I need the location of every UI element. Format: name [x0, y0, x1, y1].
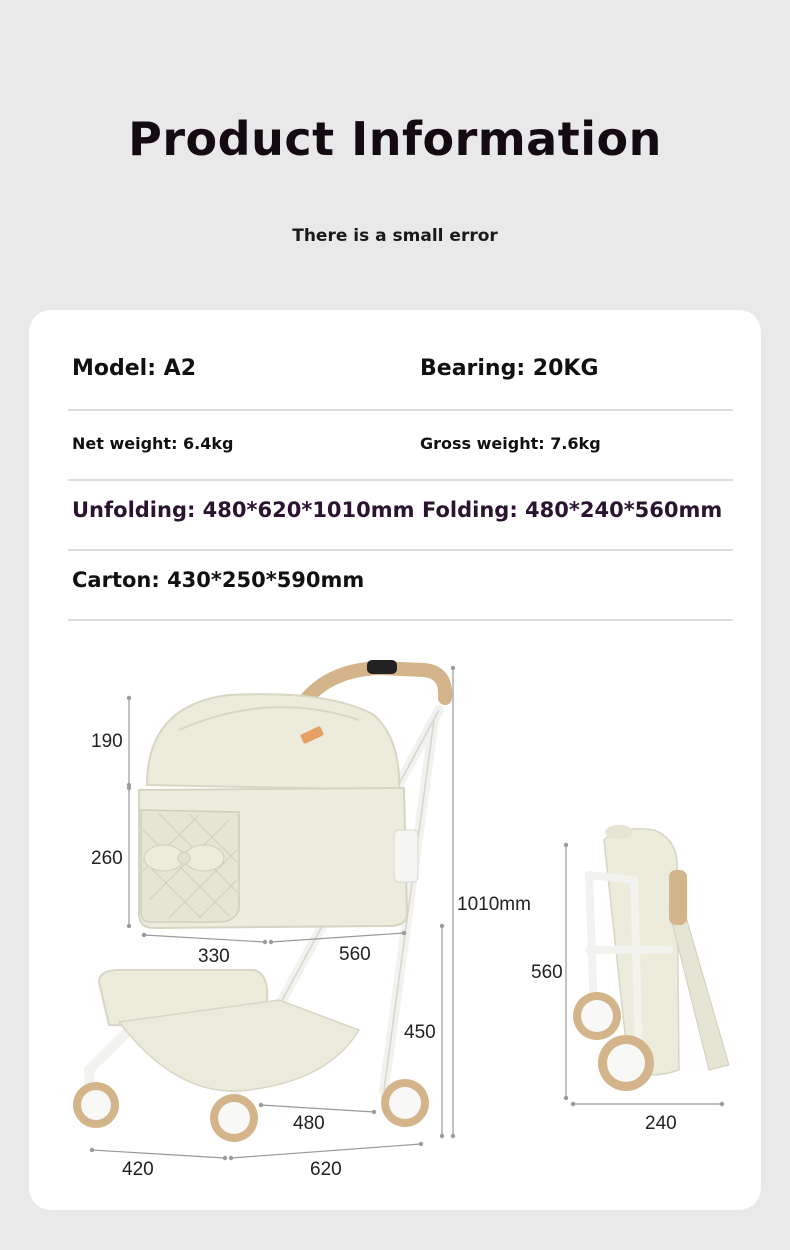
dim-wheelbase-width: 480	[293, 1113, 325, 1134]
dim-folded-depth: 240	[645, 1113, 677, 1134]
spec-net-weight: Net weight: 6.4kg	[72, 434, 234, 453]
dim-basket-length: 560	[339, 944, 371, 965]
dim-basket-depth: 330	[198, 946, 230, 967]
spec-unfolding: Unfolding: 480*620*1010mm	[72, 498, 415, 522]
spec-gross-weight: Gross weight: 7.6kg	[420, 434, 601, 453]
spec-carton: Carton: 430*250*590mm	[72, 568, 365, 592]
dim-total-height: 1010mm	[457, 894, 531, 915]
dim-basket-height: 260	[91, 848, 123, 869]
stroller-diagram	[29, 310, 761, 1210]
spec-folding: Folding: 480*240*560mm	[422, 498, 723, 522]
spec-card	[29, 310, 761, 1210]
dim-front-width: 420	[122, 1159, 154, 1180]
dim-folded-height: 560	[531, 962, 563, 983]
page-subtitle: There is a small error	[292, 226, 498, 246]
page-title: Product Information	[128, 112, 662, 166]
dim-canopy-height: 190	[91, 731, 123, 752]
folded-stroller-image	[573, 825, 729, 1091]
dim-overall-length: 620	[310, 1159, 342, 1180]
dim-seat-height: 450	[404, 1022, 436, 1043]
spec-model: Model: A2	[72, 356, 197, 381]
spec-bearing: Bearing: 20KG	[420, 356, 599, 381]
